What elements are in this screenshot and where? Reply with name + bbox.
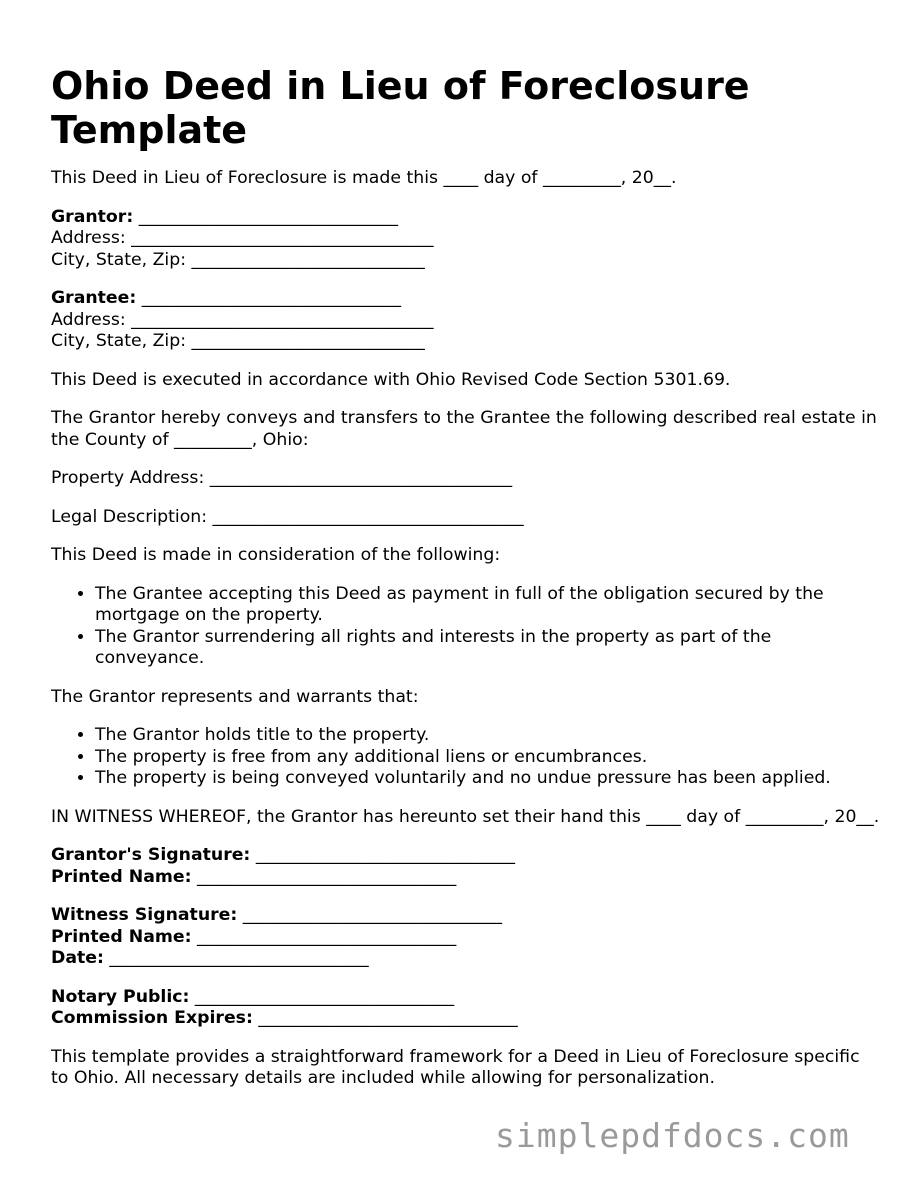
grantor-signature-label: Grantor's Signature: <box>51 845 251 865</box>
witness-statement: IN WITNESS WHEREOF, the Grantor has hereunto set their hand this ____ day of _________, 20__. <box>51 806 880 827</box>
grantor-signature-line: ______________________________ <box>250 845 516 865</box>
witness-printed-name-label: Printed Name: <box>51 926 192 947</box>
grantor-label: Grantor: <box>51 206 134 227</box>
legal-description: Legal Description: ____________________________________ <box>51 506 524 527</box>
list-item: • The property is free from any additional liens or encumbrances. <box>95 747 881 769</box>
list-item: • The Grantor holds title to the property. <box>95 725 881 747</box>
grantor-signature-block <box>51 845 881 888</box>
property-address: Property Address: ___________________________________ <box>51 468 513 488</box>
grantee-address: Address: ___________________________________ <box>51 309 434 330</box>
code-statement: This Deed is executed in accordance with Ohio Revised Code Section 5301.69. <box>51 369 731 390</box>
page-title: Ohio Deed in Lieu of Foreclosure Template <box>51 64 750 152</box>
document <box>51 64 881 1107</box>
consideration-intro: This Deed is made in consideration of the following: <box>51 545 501 565</box>
witness-printed-name-line: ______________________________ <box>191 926 457 947</box>
grantee-name-line: ______________________________ <box>136 288 402 308</box>
warranty-intro: The Grantor represents and warrants that: <box>51 686 419 707</box>
commission-expires-label: Commission Expires: <box>51 1008 253 1028</box>
witness-signature-block <box>51 905 881 970</box>
consideration-list <box>51 584 881 670</box>
watermark: simplepdfdocs.com <box>495 1116 850 1155</box>
grantee-city: City, State, Zip: ___________________________ <box>51 331 425 351</box>
notary-block <box>51 987 881 1030</box>
grantor-city: City, State, Zip: ___________________________ <box>51 249 425 270</box>
grantor-printed-name-label: Printed Name: <box>51 866 192 887</box>
notary-public-label: Notary Public: <box>51 986 190 1007</box>
witness-date-line: ______________________________ <box>103 948 369 968</box>
notary-public-line: ______________________________ <box>189 986 455 1007</box>
grantee-label: Grantee: <box>51 288 137 308</box>
commission-expires-line: ______________________________ <box>252 1008 518 1028</box>
closing-paragraph: This template provides a straightforward framework for a Deed in Lieu of Foreclosure specific to Ohio. All necessary details are included while allowing for personalization. <box>51 1046 860 1088</box>
warranty-list <box>51 725 881 790</box>
list-item: • The property is being conveyed voluntarily and no undue pressure has been applied. <box>95 768 881 790</box>
grantor-name-line: ______________________________ <box>133 206 398 227</box>
list-item: • The Grantee accepting this Deed as payment in full of the obligation secured by the mortgage on the property. <box>95 584 881 627</box>
grantee-block <box>51 288 881 353</box>
grantor-address: Address: ___________________________________ <box>51 228 434 248</box>
grantor-block <box>51 207 881 272</box>
list-item: • The Grantor surrendering all rights and interests in the property as part of the conveyance. <box>95 627 881 670</box>
intro-paragraph: This Deed in Lieu of Foreclosure is made this ____ day of _________, 20__. <box>51 168 677 188</box>
grantor-printed-name-line: ______________________________ <box>191 866 457 887</box>
witness-date-label: Date: <box>51 948 104 968</box>
conveyance-paragraph: The Grantor hereby conveys and transfers to the Grantee the following described real estate in the County of _________, Ohio: <box>51 408 877 450</box>
witness-signature-line: ______________________________ <box>237 905 502 925</box>
witness-signature-label: Witness Signature: <box>51 905 238 925</box>
